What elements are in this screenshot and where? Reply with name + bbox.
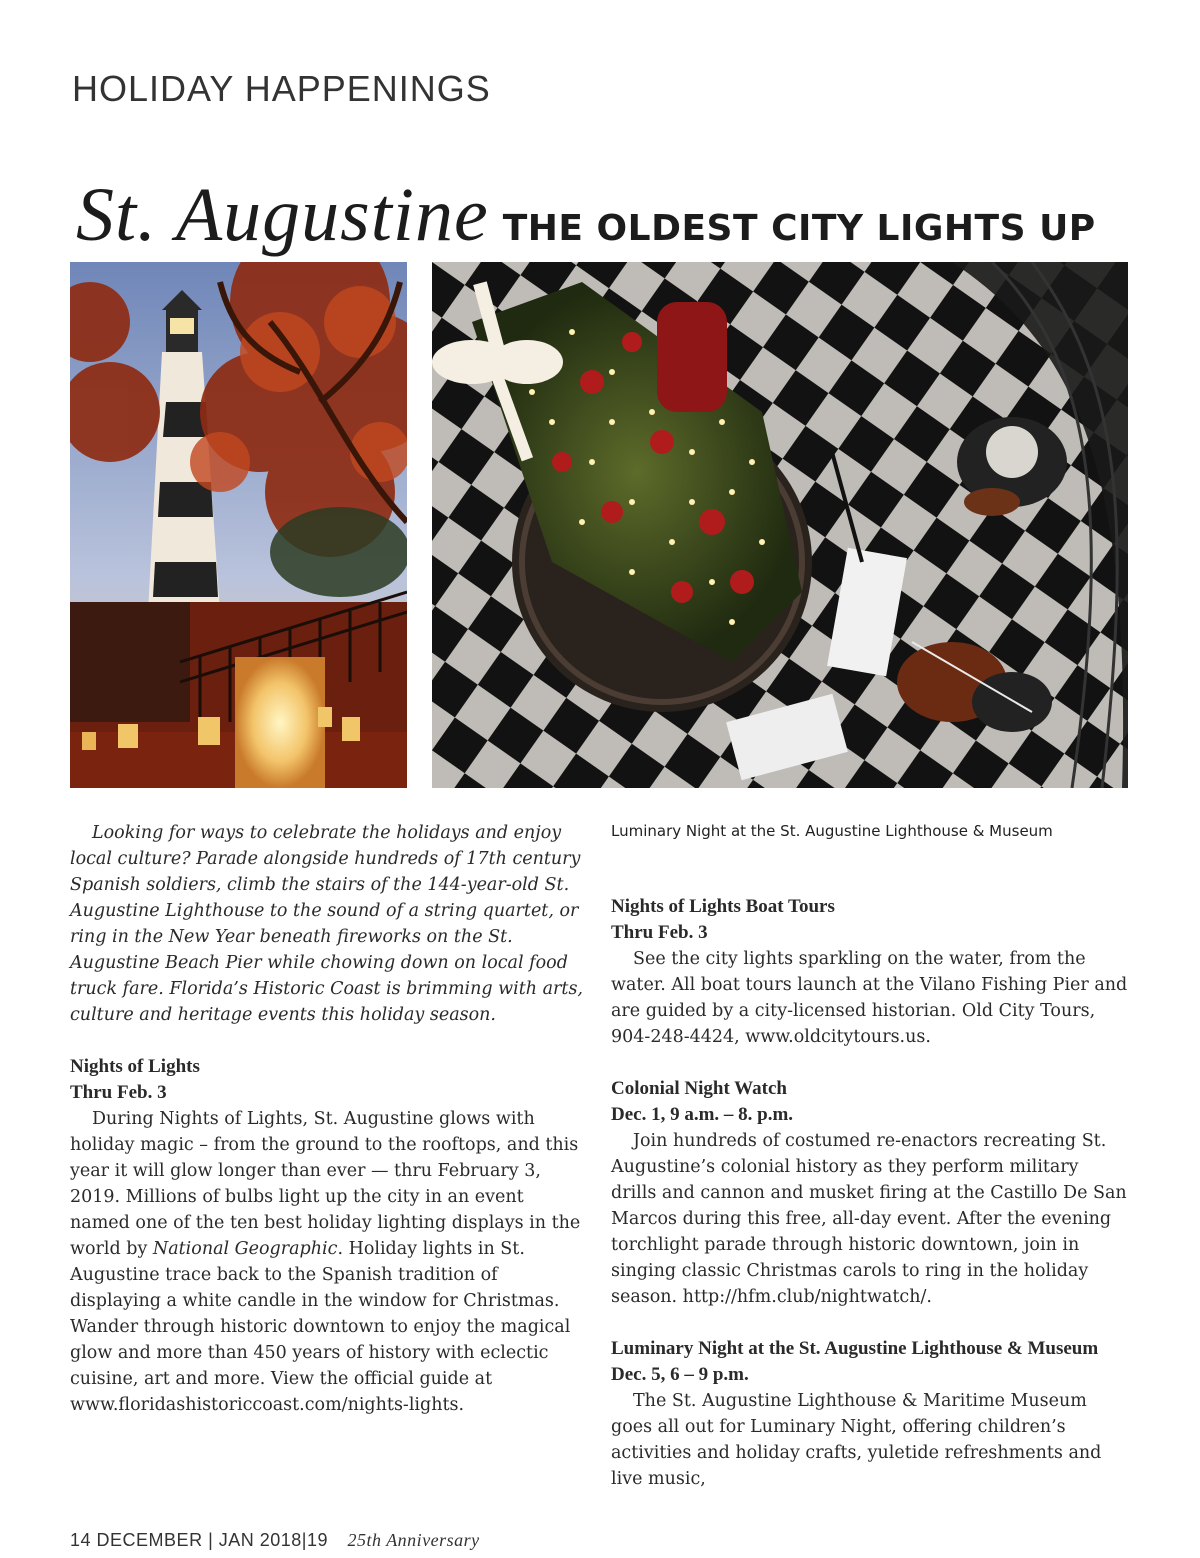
event-title: Nights of Lights Boat Tours — [611, 896, 835, 917]
page-number: 14 — [70, 1530, 92, 1550]
event-title: Colonial Night Watch — [611, 1078, 787, 1099]
section-label: HOLIDAY HAPPENINGS — [72, 68, 491, 109]
event-date: Dec. 5, 6 – 9 p.m. — [611, 1364, 749, 1385]
anniversary-label: 25th Anniversary — [347, 1530, 480, 1550]
event-colonial-night-watch — [611, 1076, 1129, 1310]
event-description-text: . Holiday lights in St. Augustine trace back to the Spanish tradition of displaying a white candle in the window for Christmas. Wander through historic downtown to enjoy the magical glow and more than 450 years of history with eclectic cuisine, art and more. View the official guide at www.floridashistoriccoast.com/nights-lights. — [70, 1239, 571, 1415]
event-description: The St. Augustine Lighthouse & Maritime Museum goes all out for Luminary Night, offering children’s activities and holiday crafts, yuletide refreshments and live music, — [611, 1391, 1102, 1489]
headline-script: St. Augustine — [76, 173, 489, 257]
christmas-tree-string-quartet-photo — [432, 262, 1128, 788]
event-description — [70, 1106, 588, 1418]
lighthouse-luminaries-photo — [70, 262, 407, 788]
event-description: See the city lights sparkling on the water, from the water. All boat tours launch at the Vilano Fishing Pier and are guided by a city-licensed historian. Old City Tours, 904-248-4424, www.oldcitytours.us. — [611, 949, 1128, 1047]
event-luminary-night — [611, 1336, 1129, 1492]
photo-caption: Luminary Night at the St. Augustine Lighthouse & Museum — [611, 822, 1053, 840]
event-title: Luminary Night at the St. Augustine Lighthouse & Museum — [611, 1338, 1099, 1359]
event-title: Nights of Lights — [70, 1056, 200, 1077]
page-footer — [70, 1530, 480, 1551]
event-nights-of-lights — [70, 1054, 588, 1418]
right-column — [611, 820, 1129, 1518]
event-description-text: During Nights of Lights, St. Augustine glows with holiday magic – from the ground to the rooftops, and this year it will glow longer than ever — thru February 3, 2019. Millions of bulbs light up the city in an event named one of the ten best holiday lighting displays in the world by — [70, 1109, 581, 1259]
issue-date: DECEMBER | JAN 2018|19 — [96, 1530, 328, 1550]
event-date: Dec. 1, 9 a.m. – 8. p.m. — [611, 1104, 794, 1125]
article-headline — [76, 172, 1096, 259]
event-description: Join hundreds of costumed re-enactors recreating St. Augustine’s colonial history as they perform military drills and cannon and musket firing at the Castillo De San Marcos during this free, all-day event. After the evening torchlight parade through historic downtown, join in singing classic Christmas carols to ring in the holiday season. http://hfm.club/nightwatch/. — [611, 1131, 1127, 1307]
event-date: Thru Feb. 3 — [70, 1082, 167, 1103]
left-column — [70, 820, 588, 1444]
headline-subtitle: THE OLDEST CITY LIGHTS UP — [502, 208, 1096, 249]
event-date: Thru Feb. 3 — [611, 922, 708, 943]
intro-paragraph: Looking for ways to celebrate the holidays and enjoy local culture? Parade alongside hundreds of 17th century Spanish soldiers, climb the stairs of the 144-year-old St. Augustine Lighthouse to the sound of a string quartet, or ring in the New Year beneath fireworks on the St. Augustine Beach Pier while chowing down on local food truck fare. Florida’s Historic Coast is brimming with arts, culture and heritage events this holiday season. — [70, 823, 583, 1025]
event-boat-tours — [611, 894, 1129, 1050]
publication-name: National Geographic — [152, 1239, 338, 1259]
